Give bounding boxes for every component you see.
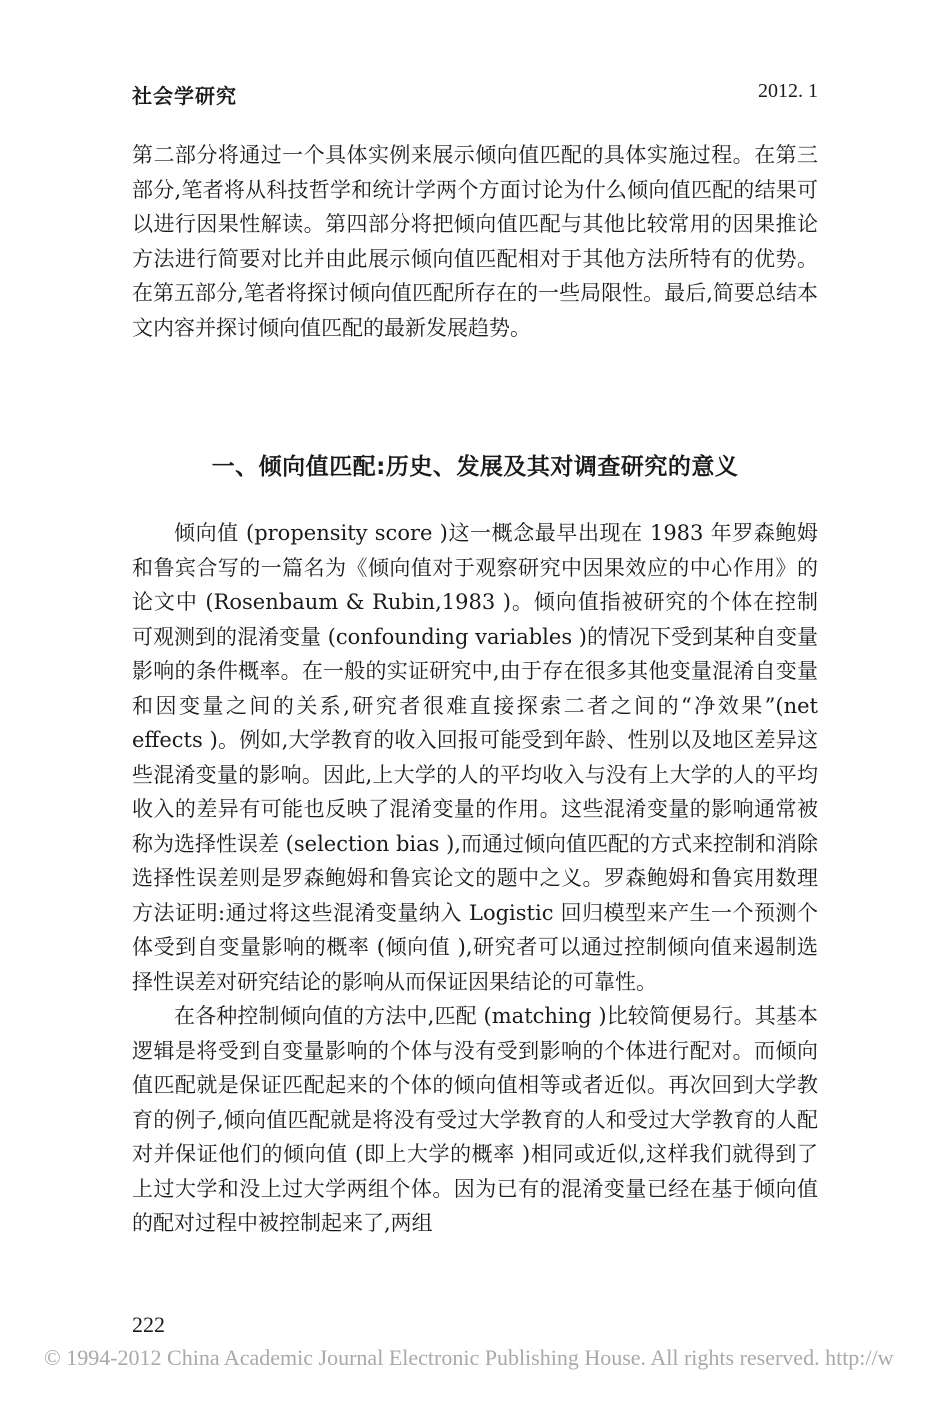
copyright-watermark: © 1994-2012 China Academic Journal Electronic Publishing House. All rights reserved. http://w — [44, 1345, 894, 1370]
intro-paragraph: 第二部分将通过一个具体实例来展示倾向值匹配的具体实施过程。在第三部分,笔者将从科技哲学和统计学两个方面讨论为什么倾向值匹配的结果可以进行因果性解读。第四部分将把倾向值匹配与其他比较常用的因果推论方法进行简要对比并由此展示倾向值匹配相对于其他方法所特有的优势。在第五部分,笔者将探讨倾向值匹配所存在的一些局限性。最后,简要总结本文内容并探讨倾向值匹配的最新发展趋势。 — [132, 143, 818, 340]
page-number: 222 — [132, 1312, 165, 1337]
issue-number: 2012. 1 — [758, 80, 818, 102]
section-body — [132, 516, 818, 1241]
body-paragraph: 在各种控制倾向值的方法中,匹配 (matching )比较简便易行。其基本逻辑是将受到自变量影响的个体与没有受到影响的个体进行配对。而倾向值匹配就是保证匹配起来的个体的倾向值相等或者近似。再次回到大学教育的例子,倾向值匹配就是将没有受过大学教育的人和受过大学教育的人配对并保证他们的倾向值 (即上大学的概率 )相同或近似,这样我们就得到了上过大学和没上过大学两组个体。因为已有的混淆变量已经在基于倾向值的配对过程中被控制起来了,两组 — [132, 1004, 818, 1235]
body-paragraph: 倾向值 (propensity score )这一概念最早出现在 1983 年罗森鲍姆和鲁宾合写的一篇名为《倾向值对于观察研究中因果效应的中心作用》的论文中 (Rosenbaum & Rubin,1983 )。倾向值指被研究的个体在控制可观测到的混淆变量 (confounding variables )的情况下受到某种自变量影响的条件概率。在一般的实证研究中,由于存在很多其他变量混淆自变量和因变量之间的关系,研究者很难直接探索二者之间的“净效果”(net effects )。例如,大学教育的收入回报可能受到年龄、性别以及地区差异这些混淆变量的影响。因此,上大学的人的平均收入与没有上大学的人的平均收入的差异有可能也反映了混淆变量的作用。这些混淆变量的影响通常被称为选择性误差 (selection bias ),而通过倾向值匹配的方式来控制和消除选择性误差则是罗森鲍姆和鲁宾论文的题中之义。罗森鲍姆和鲁宾用数理方法证明:通过将这些混淆变量纳入 Logistic 回归模型来产生一个预测个体受到自变量影响的概率 (倾向值 ),研究者可以通过控制倾向值来遏制选择性误差对研究结论的影响从而保证因果结论的可靠性。 — [132, 521, 818, 994]
journal-name: 社会学研究 — [132, 84, 237, 108]
section-heading: 一、倾向值匹配:历史、发展及其对调查研究的意义 — [211, 454, 739, 480]
intro-text-block — [132, 138, 818, 345]
running-head — [132, 80, 818, 108]
